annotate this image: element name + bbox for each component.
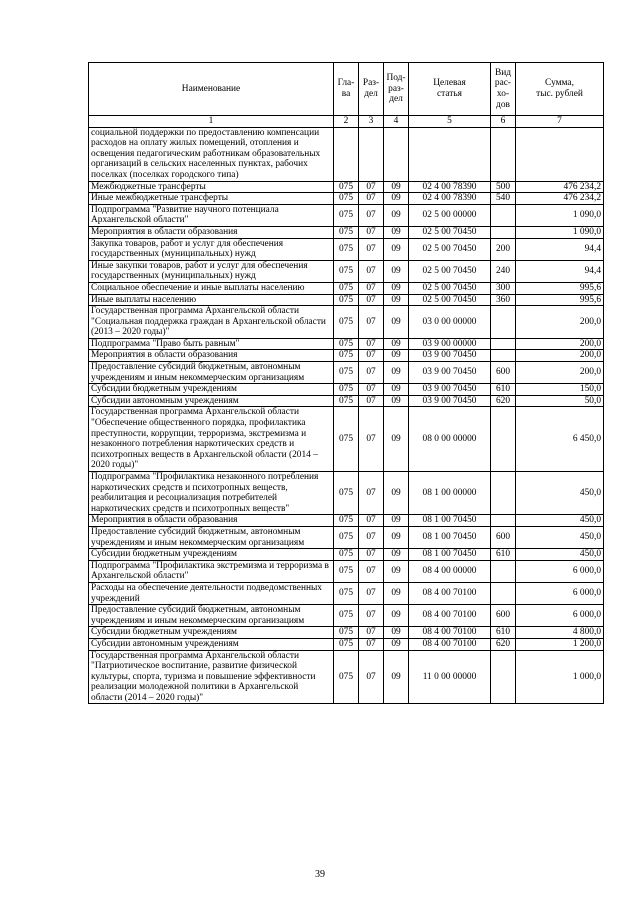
cell-target: 08 1 00 70450 [409,549,491,561]
table-row [89,282,604,294]
cell-name: Субсидии автономным учреждениям [89,638,334,650]
cell-name: Государственная программа Архангельской области "Обеспечение общественного порядка, профилактика преступности, коррупции, терроризма, экстремизма и незаконного потребления наркотических средств и психотропных веществ в Архангельской области (2014 – 2020 годы)" [89,407,334,472]
cell-chapter: 075 [334,204,359,226]
cell-chapter: 075 [334,362,359,384]
cell-expense-type: 200 [491,238,516,260]
cell-chapter: 075 [334,260,359,282]
header-name-text: Наименование [181,83,241,94]
cell-name: Иные выплаты населению [89,294,334,306]
cell-name: Подпрограмма "Профилактика экстремизма и терроризма в Архангельской области" [89,560,334,582]
header-subsection [384,63,409,116]
column-number: 3 [359,116,384,128]
cell-expense-type [491,582,516,604]
cell-target: 08 4 00 70100 [409,582,491,604]
cell-target: 08 0 00 00000 [409,407,491,472]
cell-target: 03 9 00 70450 [409,350,491,362]
cell-section: 07 [359,362,384,384]
cell-name: Расходы на обеспечение деятельности подведомственных учреждений [89,582,334,604]
cell-target: 03 9 00 70450 [409,395,491,407]
column-number: 1 [89,116,334,128]
cell-expense-type: 620 [491,395,516,407]
cell-section: 07 [359,384,384,396]
cell-name: Мероприятия в области образования [89,226,334,238]
table-row [89,395,604,407]
cell-sum: 200,0 [516,306,604,339]
header-row [89,63,604,116]
cell-subsection: 09 [384,407,409,472]
cell-section: 07 [359,515,384,527]
cell-name: Субсидии бюджетным учреждениям [89,384,334,396]
cell-subsection: 09 [384,515,409,527]
cell-target: 03 0 00 00000 [409,306,491,339]
cell-chapter: 075 [334,627,359,639]
cell-subsection: 09 [384,282,409,294]
cell-expense-type: 610 [491,627,516,639]
cell-chapter: 075 [334,226,359,238]
cell-expense-type [491,226,516,238]
column-number: 4 [384,116,409,128]
header-chapter-text: Гла- ва [337,78,355,99]
table-row [89,560,604,582]
cell-subsection: 09 [384,560,409,582]
cell-section: 07 [359,395,384,407]
cell-target: 02 4 00 78390 [409,193,491,205]
cell-chapter: 075 [334,294,359,306]
cell-name: Закупка товаров, работ и услуг для обеспечения государственных (муниципальных) нужд [89,238,334,260]
cell-name: Мероприятия в области образования [89,350,334,362]
cell-target: 02 5 00 70450 [409,260,491,282]
cell-sum: 476 234,2 [516,193,604,205]
cell-subsection: 09 [384,193,409,205]
cell-name: Субсидии автономным учреждениям [89,395,334,407]
cell-chapter: 075 [334,549,359,561]
cell-subsection: 09 [384,627,409,639]
cell-chapter: 075 [334,605,359,627]
cell-target: 11 0 00 00000 [409,650,491,704]
cell-sum: 450,0 [516,472,604,515]
cell-section: 07 [359,407,384,472]
cell-chapter: 075 [334,582,359,604]
cell-name: Субсидии бюджетным учреждениям [89,549,334,561]
table-row [89,294,604,306]
table-row [89,638,604,650]
cell-name: Предоставление субсидий бюджетным, автономным учреждениям и иным некоммерческим организациям [89,605,334,627]
cell-subsection: 09 [384,526,409,548]
cell-section: 07 [359,582,384,604]
cell-name: социальной поддержки по предоставлению компенсации расходов на оплату жилых помещений, отопления и освещения педагогическим работникам образовательных организаций в сельских населенных пунктах, рабочих поселках (поселках городского типа) [89,127,334,181]
cell-sum: 4 800,0 [516,627,604,639]
cell-chapter: 075 [334,407,359,472]
cell-name: Государственная программа Архангельской области "Патриотическое воспитание, развитие физической культуры, спорта, туризма и повышение эффективности реализации молодежной политики в Архангельской области (2014 – 2020 годы)" [89,650,334,704]
cell-section: 07 [359,294,384,306]
table-row [89,193,604,205]
cell-expense-type [491,306,516,339]
cell-subsection: 09 [384,472,409,515]
cell-sum: 450,0 [516,549,604,561]
cell-expense-type: 300 [491,282,516,294]
cell-subsection: 09 [384,306,409,339]
cell-name: Иные закупки товаров, работ и услуг для обеспечения государственных (муниципальных) нужд [89,260,334,282]
cell-section: 07 [359,605,384,627]
cell-sum: 450,0 [516,526,604,548]
cell-target: 08 4 00 70100 [409,605,491,627]
cell-expense-type: 610 [491,384,516,396]
cell-sum: 150,0 [516,384,604,396]
cell-section: 07 [359,306,384,339]
cell-expense-type [491,350,516,362]
cell-expense-type [491,204,516,226]
table-row [89,472,604,515]
cell-name: Субсидии бюджетным учреждениям [89,627,334,639]
header-target-text: Целевая статья [433,78,466,99]
cell-chapter: 075 [334,472,359,515]
table-row [89,204,604,226]
header-chapter [334,63,359,116]
column-number: 7 [516,116,604,128]
cell-sum: 200,0 [516,350,604,362]
cell-chapter: 075 [334,282,359,294]
header-section [359,63,384,116]
table-row [89,238,604,260]
table-row [89,515,604,527]
table-row [89,350,604,362]
cell-section: 07 [359,638,384,650]
cell-chapter: 075 [334,193,359,205]
cell-expense-type [491,127,516,181]
cell-expense-type: 600 [491,526,516,548]
cell-section: 07 [359,549,384,561]
cell-sum [516,127,604,181]
cell-sum: 1 090,0 [516,226,604,238]
cell-sum: 94,4 [516,260,604,282]
cell-subsection: 09 [384,395,409,407]
header-subsection-text: Под- раз- дел [386,73,406,105]
cell-section: 07 [359,338,384,350]
table-row [89,127,604,181]
cell-target: 02 4 00 78390 [409,181,491,193]
cell-sum: 50,0 [516,395,604,407]
table-row [89,306,604,339]
header-expense-type-text: Вид рас- хо- дов [494,67,512,110]
table-row [89,260,604,282]
cell-target: 02 5 00 70450 [409,282,491,294]
cell-chapter: 075 [334,515,359,527]
cell-sum: 1 200,0 [516,638,604,650]
cell-subsection: 09 [384,338,409,350]
cell-sum: 6 000,0 [516,560,604,582]
cell-expense-type [491,472,516,515]
cell-name: Социальное обеспечение и иные выплаты населению [89,282,334,294]
cell-section: 07 [359,627,384,639]
cell-expense-type: 540 [491,193,516,205]
cell-section: 07 [359,238,384,260]
cell-chapter: 075 [334,181,359,193]
table-row [89,407,604,472]
cell-target: 08 1 00 00000 [409,472,491,515]
cell-target: 03 9 00 70450 [409,384,491,396]
cell-target: 08 4 00 70100 [409,638,491,650]
cell-chapter: 075 [334,306,359,339]
cell-subsection: 09 [384,638,409,650]
cell-target: 08 4 00 00000 [409,560,491,582]
cell-expense-type: 360 [491,294,516,306]
cell-target: 03 9 00 00000 [409,338,491,350]
cell-sum: 450,0 [516,515,604,527]
table-row [89,338,604,350]
cell-name: Мероприятия в области образования [89,515,334,527]
table-row [89,650,604,704]
cell-section: 07 [359,282,384,294]
cell-expense-type: 240 [491,260,516,282]
table-row [89,181,604,193]
cell-name: Предоставление субсидий бюджетным, автономным учреждениям и иным некоммерческим организациям [89,362,334,384]
column-number: 2 [334,116,359,128]
cell-chapter: 075 [334,384,359,396]
cell-target: 03 9 00 70450 [409,362,491,384]
cell-target: 02 5 00 70450 [409,226,491,238]
cell-expense-type: 620 [491,638,516,650]
table-row [89,526,604,548]
cell-chapter: 075 [334,650,359,704]
cell-section: 07 [359,204,384,226]
cell-target: 08 1 00 70450 [409,515,491,527]
cell-expense-type [491,650,516,704]
table-row [89,627,604,639]
cell-chapter: 075 [334,395,359,407]
cell-subsection: 09 [384,294,409,306]
table-row [89,605,604,627]
table-body [89,127,604,704]
cell-name: Подпрограмма "Развитие научного потенциала Архангельской области" [89,204,334,226]
cell-sum: 94,4 [516,238,604,260]
cell-subsection: 09 [384,384,409,396]
cell-chapter: 075 [334,526,359,548]
column-number-row [89,116,604,128]
cell-chapter: 075 [334,238,359,260]
cell-sum: 995,6 [516,282,604,294]
cell-subsection: 09 [384,549,409,561]
cell-sum: 6 000,0 [516,605,604,627]
header-name [89,63,334,116]
cell-subsection: 09 [384,238,409,260]
cell-target: 08 1 00 70450 [409,526,491,548]
cell-name: Предоставление субсидий бюджетным, автономным учреждениям и иным некоммерческим организациям [89,526,334,548]
cell-target: 02 5 00 00000 [409,204,491,226]
cell-section: 07 [359,472,384,515]
cell-chapter: 075 [334,338,359,350]
cell-name: Подпрограмма "Право быть равным" [89,338,334,350]
cell-expense-type: 600 [491,605,516,627]
cell-target: 02 5 00 70450 [409,238,491,260]
table-row [89,549,604,561]
cell-name: Подпрограмма "Профилактика незаконного потребления наркотических средств и психотропных веществ, реабилитация и ресоциализация потребителей наркотических средств и психотропных веществ" [89,472,334,515]
header-sum [516,63,604,116]
cell-subsection: 09 [384,350,409,362]
cell-target: 02 5 00 70450 [409,294,491,306]
column-number: 5 [409,116,491,128]
cell-chapter: 075 [334,638,359,650]
cell-sum: 476 234,2 [516,181,604,193]
cell-name: Иные межбюджетные трансферты [89,193,334,205]
cell-section: 07 [359,226,384,238]
table-row [89,582,604,604]
cell-chapter: 075 [334,350,359,362]
cell-section: 07 [359,526,384,548]
cell-target [409,127,491,181]
cell-expense-type [491,407,516,472]
cell-expense-type [491,515,516,527]
cell-sum: 1 090,0 [516,204,604,226]
cell-section: 07 [359,260,384,282]
cell-section: 07 [359,193,384,205]
cell-expense-type [491,338,516,350]
cell-section: 07 [359,181,384,193]
cell-expense-type: 610 [491,549,516,561]
cell-section: 07 [359,560,384,582]
cell-subsection: 09 [384,605,409,627]
cell-subsection: 09 [384,650,409,704]
cell-subsection: 09 [384,226,409,238]
column-number: 6 [491,116,516,128]
cell-chapter: 075 [334,560,359,582]
cell-sum: 6 450,0 [516,407,604,472]
header-target [409,63,491,116]
cell-name: Межбюджетные трансферты [89,181,334,193]
cell-subsection: 09 [384,362,409,384]
cell-sum: 1 000,0 [516,650,604,704]
page-number: 39 [315,869,325,880]
budget-table [88,62,604,704]
header-sum-text: Сумма, тыс. рублей [536,78,583,99]
cell-subsection: 09 [384,582,409,604]
cell-expense-type: 500 [491,181,516,193]
table-row [89,362,604,384]
header-expense-type [491,63,516,116]
cell-section: 07 [359,650,384,704]
header-section-text: Раз- дел [362,78,380,99]
cell-subsection: 09 [384,260,409,282]
cell-name: Государственная программа Архангельской области "Социальная поддержка граждан в Архангельской области (2013 – 2020 годы)" [89,306,334,339]
cell-chapter [334,127,359,181]
cell-sum: 200,0 [516,362,604,384]
table-row [89,226,604,238]
cell-sum: 6 000,0 [516,582,604,604]
cell-expense-type [491,560,516,582]
cell-subsection: 09 [384,181,409,193]
cell-sum: 995,6 [516,294,604,306]
cell-subsection: 09 [384,204,409,226]
cell-section: 07 [359,350,384,362]
cell-sum: 200,0 [516,338,604,350]
table-row [89,384,604,396]
cell-subsection [384,127,409,181]
cell-expense-type: 600 [491,362,516,384]
cell-section [359,127,384,181]
cell-target: 08 4 00 70100 [409,627,491,639]
